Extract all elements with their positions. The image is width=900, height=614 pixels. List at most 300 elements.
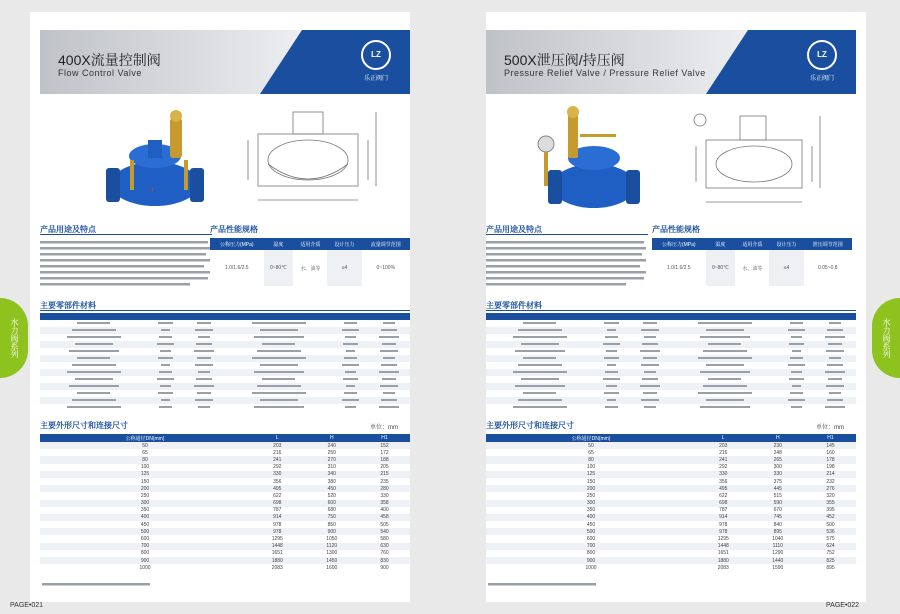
parts-cell bbox=[148, 369, 183, 376]
parts-cell bbox=[148, 320, 183, 327]
spec-header-cell: 公称压力(MPa) bbox=[210, 238, 264, 250]
dims-cell: 536 bbox=[805, 528, 856, 535]
brand-logo bbox=[802, 40, 842, 82]
dims-cell: 203 bbox=[696, 442, 750, 449]
parts-cell bbox=[183, 369, 225, 376]
dims-cell: 622 bbox=[273, 492, 282, 499]
dims-cell: 65 bbox=[588, 449, 594, 456]
dimensions-table bbox=[486, 434, 856, 571]
logo-text: 乐正阀门 bbox=[363, 76, 388, 82]
dims-cell: 216 bbox=[273, 449, 282, 456]
spec-value-cell: 1.0/1.6/2.5 bbox=[224, 265, 249, 271]
parts-cell bbox=[486, 383, 594, 390]
dims-cell: 1880 bbox=[696, 557, 750, 564]
table-row bbox=[40, 376, 410, 383]
table-row bbox=[40, 464, 410, 471]
table-row bbox=[40, 500, 410, 507]
spec-value-cell: ≤4 bbox=[327, 250, 361, 286]
parts-cell bbox=[671, 355, 779, 362]
dims-cell: 1651 bbox=[271, 550, 283, 557]
dims-cell: 230 bbox=[751, 442, 805, 449]
dims-cell: 188 bbox=[359, 456, 410, 463]
dims-cell: 914 bbox=[250, 514, 304, 521]
table-row bbox=[40, 492, 410, 499]
parts-cell bbox=[629, 390, 671, 397]
parts-header-cell bbox=[779, 313, 814, 320]
dims-cell: 50 bbox=[486, 442, 696, 449]
parts-cell bbox=[148, 390, 183, 397]
dims-cell: 356 bbox=[719, 478, 728, 485]
parts-cell bbox=[148, 327, 183, 334]
table-row bbox=[40, 543, 410, 550]
parts-cell bbox=[40, 334, 148, 341]
parts-cell bbox=[225, 376, 333, 383]
dimensions-table bbox=[40, 434, 410, 571]
dims-cell: 280 bbox=[359, 485, 410, 492]
parts-cell bbox=[629, 334, 671, 341]
dims-cell: 80 bbox=[486, 456, 696, 463]
dims-cell: 310 bbox=[327, 464, 336, 471]
page-title: 500X泄压阀/持压阀 bbox=[504, 52, 625, 68]
table-row bbox=[486, 320, 856, 327]
dims-cell: 895 bbox=[826, 564, 835, 571]
parts-cell bbox=[333, 355, 368, 362]
dims-cell: 624 bbox=[805, 543, 856, 550]
dims-cell: 125 bbox=[40, 471, 250, 478]
dims-cell: 2083 bbox=[717, 564, 729, 571]
parts-cell bbox=[629, 320, 671, 327]
valve-photo bbox=[100, 104, 210, 214]
table-row bbox=[486, 449, 856, 456]
parts-table bbox=[40, 313, 410, 411]
dims-cell: 250 bbox=[140, 492, 150, 499]
note-placeholder bbox=[42, 582, 152, 587]
spec-value-cell: 0~100% bbox=[376, 265, 396, 271]
dims-cell: 700 bbox=[40, 543, 250, 550]
dims-cell: 900 bbox=[486, 557, 696, 564]
parts-cell bbox=[486, 348, 594, 355]
table-row bbox=[40, 383, 410, 390]
dims-header-row bbox=[486, 434, 856, 442]
table-row bbox=[486, 362, 856, 369]
dims-cell: 450 bbox=[586, 521, 596, 528]
parts-cell bbox=[779, 397, 814, 404]
table-row bbox=[486, 478, 856, 485]
dims-cell: 895 bbox=[751, 528, 805, 535]
parts-cell bbox=[779, 383, 814, 390]
section-dims-title: 主要外形尺寸和连接尺寸 bbox=[40, 421, 128, 430]
table-row bbox=[40, 390, 410, 397]
table-row bbox=[486, 369, 856, 376]
dims-cell: 235 bbox=[380, 478, 389, 485]
unit-label: 单位：mm bbox=[370, 425, 398, 431]
dims-cell: 292 bbox=[273, 464, 282, 471]
parts-cell bbox=[333, 369, 368, 376]
parts-cell bbox=[814, 348, 856, 355]
dims-cell: 300 bbox=[773, 464, 782, 471]
parts-cell bbox=[40, 376, 148, 383]
dims-cell: 200 bbox=[40, 485, 250, 492]
table-note bbox=[42, 582, 152, 589]
dims-cell: 248 bbox=[773, 449, 782, 456]
section-dims-title: 主要外形尺寸和连接尺寸 bbox=[486, 421, 574, 430]
section-divider bbox=[40, 310, 410, 311]
parts-cell bbox=[183, 327, 225, 334]
dims-cell: 400 bbox=[40, 514, 250, 521]
unit-label: 单位：mm bbox=[816, 425, 844, 431]
parts-cell bbox=[225, 390, 333, 397]
dims-cell: 215 bbox=[359, 471, 410, 478]
table-row bbox=[486, 341, 856, 348]
parts-cell bbox=[594, 362, 629, 369]
parts-cell bbox=[333, 327, 368, 334]
dims-cell: 575 bbox=[826, 536, 835, 543]
parts-cell bbox=[368, 404, 410, 411]
parts-cell bbox=[594, 376, 629, 383]
table-row bbox=[486, 514, 856, 521]
parts-cell bbox=[594, 383, 629, 390]
parts-cell bbox=[486, 376, 594, 383]
dims-cell: 292 bbox=[719, 464, 728, 471]
dims-header-cell: H bbox=[305, 434, 359, 442]
parts-cell bbox=[671, 362, 779, 369]
parts-cell bbox=[594, 397, 629, 404]
parts-cell bbox=[368, 327, 410, 334]
table-row bbox=[486, 383, 856, 390]
header-banner bbox=[486, 30, 856, 94]
parts-cell bbox=[148, 383, 183, 390]
dims-cell: 276 bbox=[805, 485, 856, 492]
table-row bbox=[40, 564, 410, 571]
logo-gear-icon: LZ bbox=[807, 40, 837, 70]
table-row bbox=[486, 521, 856, 528]
dims-cell: 240 bbox=[305, 442, 359, 449]
dims-cell: 495 bbox=[250, 485, 304, 492]
dims-cell: 1290 bbox=[772, 550, 784, 557]
dims-cell: 787 bbox=[273, 507, 282, 514]
dims-cell: 80 bbox=[40, 456, 250, 463]
parts-cell bbox=[40, 369, 148, 376]
table-row bbox=[486, 327, 856, 334]
spec-header-cell: 泄压调节范围 bbox=[804, 238, 852, 250]
dims-cell: 1590 bbox=[772, 564, 784, 571]
table-row bbox=[486, 528, 856, 535]
parts-cell bbox=[368, 383, 410, 390]
page-right bbox=[486, 12, 866, 609]
parts-header-cell bbox=[225, 313, 333, 320]
dims-cell: 330 bbox=[380, 492, 389, 499]
parts-cell bbox=[671, 320, 779, 327]
dims-cell: 670 bbox=[773, 507, 782, 514]
section-parts-title: 主要零部件材料 bbox=[486, 301, 542, 310]
dims-cell: 1050 bbox=[326, 536, 338, 543]
dims-cell: 600 bbox=[305, 500, 359, 507]
parts-cell bbox=[183, 362, 225, 369]
table-row bbox=[40, 449, 410, 456]
spec-table bbox=[652, 238, 852, 286]
dims-cell: 1440 bbox=[751, 557, 805, 564]
dims-cell: 203 bbox=[250, 442, 304, 449]
parts-cell bbox=[40, 341, 148, 348]
dims-cell: 330 bbox=[751, 471, 805, 478]
dims-cell: 745 bbox=[751, 514, 805, 521]
parts-cell bbox=[333, 383, 368, 390]
dims-cell: 600 bbox=[586, 536, 596, 543]
parts-cell bbox=[225, 362, 333, 369]
dims-header-cell: 公称通径DN(mm) bbox=[40, 434, 250, 442]
table-row bbox=[486, 500, 856, 507]
dims-header-cell: H1 bbox=[359, 434, 410, 442]
dims-cell: 698 bbox=[696, 500, 750, 507]
parts-cell bbox=[333, 376, 368, 383]
table-row bbox=[40, 528, 410, 535]
parts-cell bbox=[225, 334, 333, 341]
parts-cell bbox=[148, 355, 183, 362]
parts-cell bbox=[814, 327, 856, 334]
section-usage-title: 产品用途及特点 bbox=[40, 225, 96, 234]
dims-cell: 1651 bbox=[717, 550, 729, 557]
table-row bbox=[486, 543, 856, 550]
dims-cell: 900 bbox=[380, 564, 389, 571]
table-row bbox=[486, 397, 856, 404]
usage-paragraph bbox=[486, 240, 648, 296]
dims-cell: 250 bbox=[327, 449, 336, 456]
parts-cell bbox=[779, 404, 814, 411]
table-row bbox=[40, 507, 410, 514]
parts-cell bbox=[225, 383, 333, 390]
parts-cell bbox=[225, 348, 333, 355]
dims-cell: 622 bbox=[719, 492, 728, 499]
parts-cell bbox=[225, 320, 333, 327]
parts-cell bbox=[183, 348, 225, 355]
dims-cell: 214 bbox=[805, 471, 856, 478]
dims-cell: 760 bbox=[380, 550, 389, 557]
dims-cell: 1600 bbox=[326, 564, 338, 571]
parts-cell bbox=[486, 334, 594, 341]
table-row bbox=[486, 471, 856, 478]
dims-cell: 200 bbox=[486, 485, 696, 492]
table-row bbox=[40, 362, 410, 369]
parts-cell bbox=[779, 390, 814, 397]
parts-cell bbox=[40, 383, 148, 390]
table-row bbox=[486, 564, 856, 571]
page-title: 400X流量控制阀 bbox=[58, 52, 161, 68]
parts-cell bbox=[368, 390, 410, 397]
parts-cell bbox=[671, 369, 779, 376]
dims-cell: 1040 bbox=[772, 536, 784, 543]
parts-header-cell bbox=[40, 313, 148, 320]
dims-header-row bbox=[40, 434, 410, 442]
parts-cell bbox=[671, 404, 779, 411]
dims-cell: 452 bbox=[805, 514, 856, 521]
dims-cell: 178 bbox=[805, 456, 856, 463]
parts-cell bbox=[148, 376, 183, 383]
parts-cell bbox=[368, 334, 410, 341]
usage-paragraph bbox=[40, 240, 212, 296]
dims-cell: 590 bbox=[751, 500, 805, 507]
parts-cell bbox=[629, 369, 671, 376]
dims-cell: 458 bbox=[359, 514, 410, 521]
dims-cell: 850 bbox=[327, 521, 336, 528]
parts-cell bbox=[814, 362, 856, 369]
table-row bbox=[486, 442, 856, 449]
parts-cell bbox=[629, 355, 671, 362]
logo-gear-icon: LZ bbox=[361, 40, 391, 70]
table-row bbox=[486, 404, 856, 411]
table-row bbox=[486, 550, 856, 557]
spec-value-cell: ≤4 bbox=[769, 250, 803, 286]
parts-cell bbox=[368, 348, 410, 355]
parts-header-cell bbox=[148, 313, 183, 320]
dims-cell: 978 bbox=[273, 521, 282, 528]
section-divider bbox=[486, 310, 856, 311]
dims-header-cell: L bbox=[250, 434, 304, 442]
parts-cell bbox=[368, 376, 410, 383]
table-row bbox=[40, 456, 410, 463]
spec-value-cell: 水、油等 bbox=[300, 265, 321, 272]
parts-cell bbox=[40, 348, 148, 355]
parts-cell bbox=[629, 362, 671, 369]
parts-cell bbox=[40, 397, 148, 404]
dims-cell: 830 bbox=[359, 557, 410, 564]
parts-cell bbox=[183, 383, 225, 390]
parts-cell bbox=[225, 341, 333, 348]
table-row bbox=[486, 456, 856, 463]
dims-cell: 1450 bbox=[305, 557, 359, 564]
dims-cell: 978 bbox=[719, 521, 728, 528]
dims-cell: 395 bbox=[826, 507, 835, 514]
dims-cell: 300 bbox=[40, 500, 250, 507]
parts-cell bbox=[814, 404, 856, 411]
dims-cell: 400 bbox=[380, 507, 389, 514]
dims-cell: 358 bbox=[359, 500, 410, 507]
parts-cell bbox=[779, 327, 814, 334]
brand-logo bbox=[356, 40, 396, 82]
parts-cell bbox=[814, 369, 856, 376]
dims-cell: 160 bbox=[826, 449, 835, 456]
dims-cell: 1110 bbox=[751, 543, 805, 550]
table-row bbox=[486, 355, 856, 362]
parts-cell bbox=[333, 404, 368, 411]
spec-header-cell: 设计压力 bbox=[327, 238, 361, 250]
dims-cell: 356 bbox=[273, 478, 282, 485]
parts-cell bbox=[486, 320, 594, 327]
table-row bbox=[40, 369, 410, 376]
dims-cell: 630 bbox=[359, 543, 410, 550]
parts-cell bbox=[225, 327, 333, 334]
table-row bbox=[40, 471, 410, 478]
spec-value-cell: 1.0/1.6/2.5 bbox=[666, 265, 691, 271]
side-tab-left: 水力阀系列 bbox=[0, 298, 28, 378]
parts-cell bbox=[333, 390, 368, 397]
dims-cell: 580 bbox=[380, 536, 389, 543]
table-row bbox=[486, 348, 856, 355]
dims-cell: 800 bbox=[140, 550, 150, 557]
dims-header-cell: H bbox=[751, 434, 805, 442]
spec-header-cell: 适用介质 bbox=[735, 238, 769, 250]
parts-cell bbox=[225, 404, 333, 411]
parts-cell bbox=[779, 369, 814, 376]
dims-cell: 232 bbox=[826, 478, 835, 485]
parts-cell bbox=[486, 369, 594, 376]
dims-cell: 680 bbox=[327, 507, 336, 514]
parts-cell bbox=[183, 397, 225, 404]
table-row bbox=[40, 355, 410, 362]
parts-cell bbox=[629, 404, 671, 411]
dims-cell: 50 bbox=[40, 442, 250, 449]
parts-cell bbox=[779, 334, 814, 341]
dims-cell: 698 bbox=[250, 500, 304, 507]
table-row bbox=[486, 376, 856, 383]
parts-cell bbox=[333, 334, 368, 341]
dims-cell: 1000 bbox=[585, 564, 597, 571]
page-subtitle: Pressure Relief Valve / Pressure Relief Valve bbox=[504, 68, 706, 78]
valve-drawing bbox=[682, 104, 832, 222]
parts-cell bbox=[368, 355, 410, 362]
parts-cell bbox=[368, 341, 410, 348]
table-row bbox=[486, 492, 856, 499]
table-row bbox=[40, 442, 410, 449]
dims-cell: 172 bbox=[380, 449, 389, 456]
parts-cell bbox=[486, 404, 594, 411]
table-row bbox=[40, 327, 410, 334]
table-row bbox=[486, 334, 856, 341]
parts-cell bbox=[779, 341, 814, 348]
dims-cell: 241 bbox=[250, 456, 304, 463]
parts-cell bbox=[671, 383, 779, 390]
dims-cell: 1880 bbox=[250, 557, 304, 564]
parts-cell bbox=[814, 376, 856, 383]
parts-cell bbox=[779, 348, 814, 355]
table-row bbox=[40, 320, 410, 327]
dims-cell: 750 bbox=[305, 514, 359, 521]
table-row bbox=[486, 507, 856, 514]
dims-cell: 216 bbox=[719, 449, 728, 456]
dims-cell: 241 bbox=[696, 456, 750, 463]
note-placeholder bbox=[488, 582, 598, 587]
table-row bbox=[486, 535, 856, 542]
table-row bbox=[40, 348, 410, 355]
parts-cell bbox=[814, 383, 856, 390]
parts-cell bbox=[368, 397, 410, 404]
dims-cell: 445 bbox=[751, 485, 805, 492]
dims-cell: 787 bbox=[719, 507, 728, 514]
parts-cell bbox=[671, 376, 779, 383]
dims-cell: 840 bbox=[773, 521, 782, 528]
parts-cell bbox=[333, 397, 368, 404]
parts-cell bbox=[333, 341, 368, 348]
dims-cell: 330 bbox=[250, 471, 304, 478]
dims-cell: 270 bbox=[305, 456, 359, 463]
dims-cell: 380 bbox=[327, 478, 336, 485]
dims-cell: 800 bbox=[586, 550, 596, 557]
table-row bbox=[40, 397, 410, 404]
parts-cell bbox=[368, 369, 410, 376]
parts-cell bbox=[183, 376, 225, 383]
parts-cell bbox=[814, 390, 856, 397]
parts-cell bbox=[671, 348, 779, 355]
table-row bbox=[40, 535, 410, 542]
parts-cell bbox=[333, 348, 368, 355]
section-usage-title: 产品用途及特点 bbox=[486, 225, 542, 234]
parts-cell bbox=[814, 341, 856, 348]
dims-cell: 1295 bbox=[717, 536, 729, 543]
dims-cell: 1000 bbox=[139, 564, 151, 571]
dims-cell: 825 bbox=[805, 557, 856, 564]
table-row bbox=[40, 514, 410, 521]
parts-cell bbox=[814, 320, 856, 327]
dims-cell: 540 bbox=[359, 528, 410, 535]
